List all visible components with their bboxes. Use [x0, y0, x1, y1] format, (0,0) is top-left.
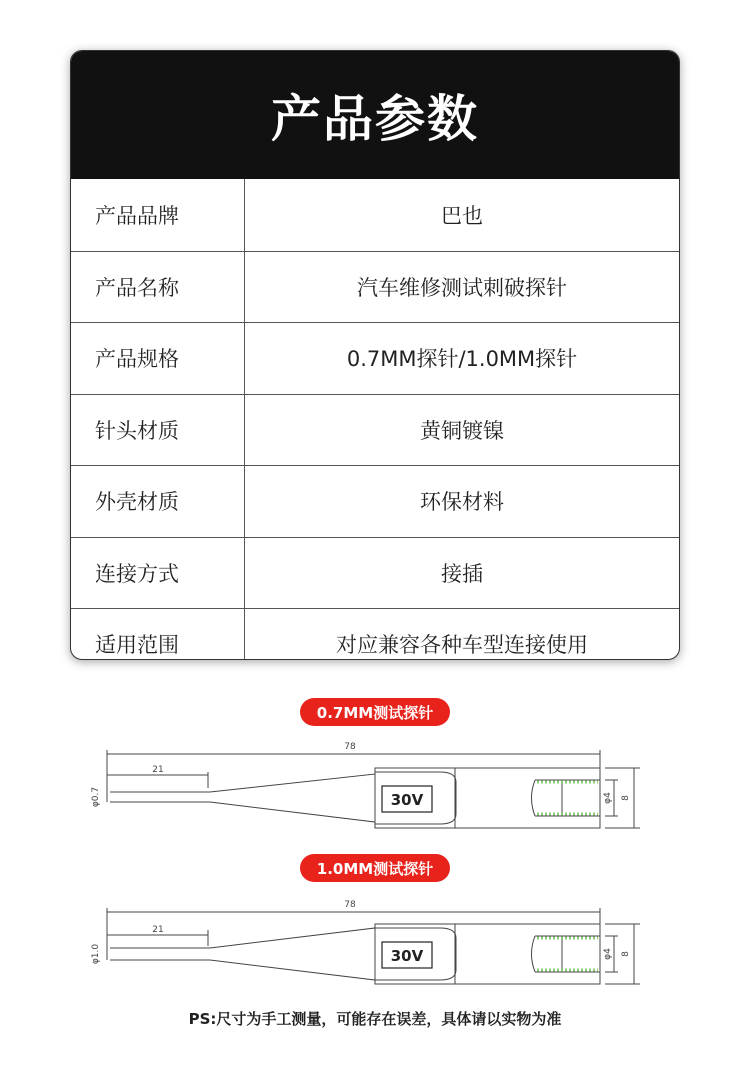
tip-length-label: 21: [152, 765, 164, 775]
probe-drawing-0.7mm: [0, 730, 750, 840]
spec-value: 黄铜镀镍: [420, 418, 504, 443]
spec-table: [71, 179, 679, 660]
spec-row: [71, 465, 679, 537]
total-length-label: 78: [344, 900, 356, 910]
probe-tag-1.0mm: 1.0MM测试探针: [300, 854, 450, 882]
spec-label: 针头材质: [71, 395, 245, 466]
spec-label: 产品规格: [71, 323, 245, 394]
total-length-label: 78: [344, 742, 356, 752]
spec-label: 外壳材质: [71, 466, 245, 537]
inner-diameter-label: φ4: [603, 792, 613, 804]
voltage-label: 30V: [390, 947, 424, 965]
probe-tag-0.7mm: 0.7MM测试探针: [300, 698, 450, 726]
spec-row: [71, 394, 679, 466]
measurement-note: PS:尺寸为手工测量，可能存在误差，具体请以实物为准: [188, 1010, 562, 1028]
spec-row: [71, 537, 679, 609]
tip-length-label: 21: [152, 925, 164, 935]
probe-drawing-1.0mm: [0, 888, 750, 998]
voltage-label: 30V: [390, 791, 424, 809]
spec-label: 连接方式: [71, 538, 245, 609]
spec-value: 0.7MM探针/1.0MM探针: [346, 347, 578, 372]
card-header: [71, 51, 679, 179]
spec-row: [71, 322, 679, 394]
spec-value: 汽车维修测试刺破探针: [357, 275, 567, 300]
spec-row: [71, 608, 679, 660]
spec-value: 对应兼容各种车型连接使用: [336, 633, 588, 658]
card-title: 产品参数: [271, 90, 479, 148]
spec-label: 适用范围: [71, 609, 245, 660]
spec-label: 产品品牌: [71, 179, 245, 251]
spec-row: [71, 179, 679, 251]
tip-diameter-label: φ1.0: [91, 943, 101, 965]
spec-row: [71, 251, 679, 323]
spec-value: 接插: [441, 561, 483, 586]
spec-card: [70, 50, 680, 660]
outer-size-label: 8: [621, 795, 631, 801]
spec-label: 产品名称: [71, 252, 245, 323]
inner-diameter-label: φ4: [603, 948, 613, 960]
spec-value: 巴也: [441, 203, 483, 228]
outer-size-label: 8: [621, 951, 631, 957]
spec-value: 环保材料: [420, 490, 504, 515]
tip-diameter-label: φ0.7: [91, 786, 101, 808]
